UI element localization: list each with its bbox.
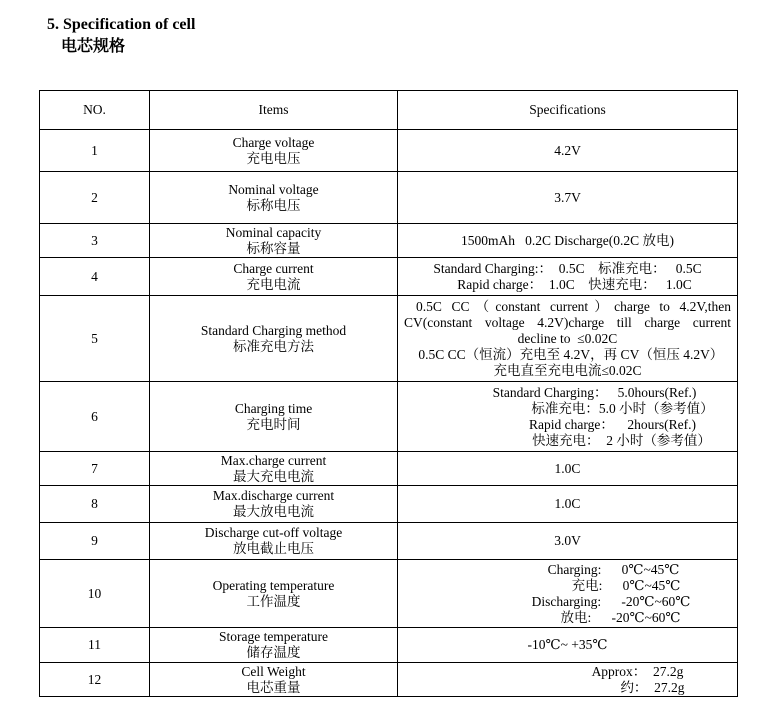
spec-line: -10℃~ +35℃ xyxy=(527,637,608,652)
spec-line: 放电: -20℃~60℃ xyxy=(560,609,681,625)
item-name-en: Max.discharge current xyxy=(212,488,335,503)
item-name-en: Standard Charging method xyxy=(200,322,347,338)
spec-line: Standard Charging： 5.0hours(Ref.) xyxy=(492,384,697,400)
table-row xyxy=(40,258,738,296)
row-number: 3 xyxy=(40,224,150,258)
header-row xyxy=(40,91,738,130)
spec-line: Rapid charge： 2hours(Ref.) xyxy=(529,416,696,432)
spec-cell xyxy=(398,258,738,296)
table-row xyxy=(40,382,738,452)
item-cell xyxy=(150,130,398,172)
row-number: 5 xyxy=(40,296,150,382)
spec-line: 3.0V xyxy=(554,533,581,548)
spec-cell xyxy=(398,172,738,224)
spec-line: decline to ≤0.02C xyxy=(517,330,618,346)
item-name-en: Max.charge current xyxy=(220,452,327,468)
spec-line: 充电直至充电电流≤0.02C xyxy=(493,362,642,378)
table-row xyxy=(40,130,738,172)
row-number: 9 xyxy=(40,523,150,560)
item-name-en: Charge current xyxy=(233,260,314,276)
spec-cell xyxy=(398,296,738,382)
item-name-cn: 标准充电方法 xyxy=(233,338,314,354)
spec-line: CV(constant voltage 4.2V)charge till charge current xyxy=(404,314,731,330)
section-title: 5. Specification of cell xyxy=(47,16,196,33)
spec-line: 充电: 0℃~45℃ xyxy=(571,577,681,593)
section-subtitle: 电芯规格 xyxy=(61,38,126,55)
item-cell xyxy=(150,663,398,697)
table-row xyxy=(40,172,738,224)
item-name-en: Charging time xyxy=(234,400,313,416)
spec-line: 0.5C CC（constant current）charge to 4.2V,then xyxy=(416,298,731,314)
item-name-cn: 储存温度 xyxy=(246,645,301,660)
spec-line: 约： 27.2g xyxy=(620,679,685,695)
spec-table xyxy=(39,90,738,697)
spec-line: 1500mAh 0.2C Discharge(0.2C 放电) xyxy=(460,232,675,248)
table-row xyxy=(40,523,738,560)
spec-line: 3.7V xyxy=(554,189,581,205)
table-row xyxy=(40,663,738,697)
item-name-en: Storage temperature xyxy=(218,629,329,644)
header-items: Items xyxy=(150,91,398,130)
spec-line: Charging: 0℃~45℃ xyxy=(547,561,680,577)
item-cell xyxy=(150,452,398,486)
spec-cell xyxy=(398,486,738,523)
spec-cell xyxy=(398,452,738,486)
spec-line: 4.2V xyxy=(554,142,581,158)
spec-cell xyxy=(398,663,738,697)
item-cell xyxy=(150,296,398,382)
item-cell xyxy=(150,486,398,523)
item-cell xyxy=(150,258,398,296)
spec-cell xyxy=(398,560,738,628)
spec-cell xyxy=(398,628,738,663)
item-name-cn: 最大充电电流 xyxy=(233,468,314,484)
spec-line: Rapid charge： 1.0C 快速充电： 1.0C xyxy=(457,276,692,292)
item-cell xyxy=(150,523,398,560)
header-no: NO. xyxy=(40,91,150,130)
spec-line: Discharging: -20℃~60℃ xyxy=(531,593,691,609)
table-row xyxy=(40,560,738,628)
item-name-cn: 充电时间 xyxy=(246,416,301,432)
item-name-cn: 标称电压 xyxy=(246,197,301,213)
item-name-en: Discharge cut-off voltage xyxy=(204,525,343,540)
table-row xyxy=(40,486,738,523)
spec-line: Approx： 27.2g xyxy=(591,663,684,679)
table-row xyxy=(40,452,738,486)
spec-cell xyxy=(398,224,738,258)
header-specifications: Specifications xyxy=(398,91,738,130)
spec-line: 快速充电： 2 小时（参考值） xyxy=(532,432,711,448)
item-name-en: Nominal capacity xyxy=(225,224,322,240)
row-number: 11 xyxy=(40,628,150,663)
item-name-cn: 充电电流 xyxy=(246,276,301,292)
spec-cell xyxy=(398,130,738,172)
item-name-en: Operating temperature xyxy=(212,577,335,593)
row-number: 6 xyxy=(40,382,150,452)
spec-line: 1.0C xyxy=(554,460,581,476)
spec-line: 1.0C xyxy=(554,496,581,511)
item-cell xyxy=(150,628,398,663)
item-name-en: Cell Weight xyxy=(241,663,306,679)
row-number: 4 xyxy=(40,258,150,296)
item-name-cn: 工作温度 xyxy=(246,593,301,609)
item-name-en: Charge voltage xyxy=(232,134,315,150)
row-number: 7 xyxy=(40,452,150,486)
item-name-en: Nominal voltage xyxy=(228,181,319,197)
spec-line: 0.5C CC（恒流）充电至 4.2V，再 CV（恒压 4.2V） xyxy=(411,346,724,362)
item-name-cn: 最大放电电流 xyxy=(233,504,314,519)
row-number: 1 xyxy=(40,130,150,172)
table-row xyxy=(40,224,738,258)
spec-line: Standard Charging:： 0.5C 标准充电： 0.5C xyxy=(433,260,702,276)
row-number: 10 xyxy=(40,560,150,628)
item-cell xyxy=(150,560,398,628)
item-name-cn: 电芯重量 xyxy=(246,679,301,695)
item-cell xyxy=(150,382,398,452)
row-number: 8 xyxy=(40,486,150,523)
item-cell xyxy=(150,172,398,224)
table-row xyxy=(40,296,738,382)
item-name-cn: 标称容量 xyxy=(246,240,301,256)
section-heading xyxy=(47,15,195,57)
spec-cell xyxy=(398,382,738,452)
row-number: 12 xyxy=(40,663,150,697)
item-cell xyxy=(150,224,398,258)
item-name-cn: 充电电压 xyxy=(246,150,301,166)
item-name-cn: 放电截止电压 xyxy=(233,541,314,556)
spec-cell xyxy=(398,523,738,560)
spec-line: 标准充电：5.0 小时（参考值） xyxy=(531,400,714,416)
table-row xyxy=(40,628,738,663)
row-number: 2 xyxy=(40,172,150,224)
